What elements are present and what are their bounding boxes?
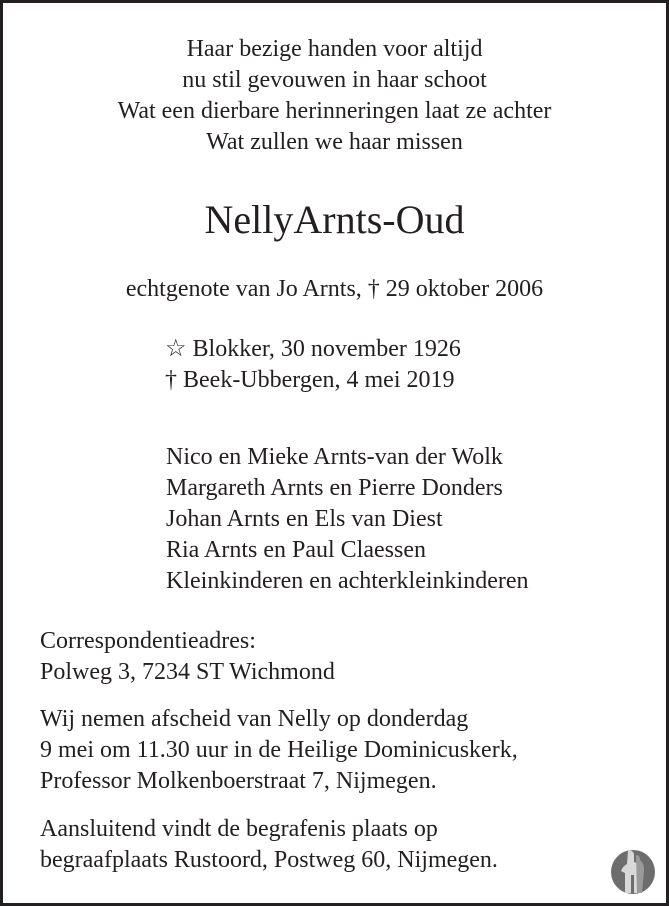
farewell-info bbox=[40, 704, 518, 797]
embracing-figures-logo-icon bbox=[608, 845, 658, 895]
correspondence-address bbox=[40, 626, 335, 688]
farewell-line: Wij nemen afscheid van Nelly op donderdag bbox=[40, 706, 469, 732]
family-member: Kleinkinderen en achterkleinkinderen bbox=[166, 568, 529, 594]
birth-line: ☆ Blokker, 30 november 1926 bbox=[165, 336, 461, 362]
correspondence-label: Correspondentieadres: bbox=[40, 628, 256, 654]
farewell-line: Professor Molkenboerstraat 7, Nijmegen. bbox=[40, 768, 437, 794]
spouse-line: echtgenote van Jo Arnts, † 29 oktober 2006 bbox=[125, 276, 544, 302]
burial-info bbox=[40, 814, 498, 876]
poem-line: Haar bezige handen voor altijd bbox=[186, 36, 483, 62]
dates bbox=[165, 334, 461, 396]
poem bbox=[3, 34, 666, 158]
family-list bbox=[166, 442, 529, 597]
death-line: † Beek-Ubbergen, 4 mei 2019 bbox=[165, 367, 455, 393]
family-member: Johan Arnts en Els van Diest bbox=[166, 506, 443, 532]
family-member: Nico en Mieke Arnts-van der Wolk bbox=[166, 444, 503, 470]
burial-line: Aansluitend vindt de begrafenis plaats op bbox=[40, 816, 438, 842]
deceased-name: NellyArnts-Oud bbox=[204, 197, 465, 242]
correspondence-value: Polweg 3, 7234 ST Wichmond bbox=[40, 659, 335, 685]
poem-line: Wat een dierbare herinneringen laat ze achter bbox=[117, 98, 552, 124]
burial-line: begraafplaats Rustoord, Postweg 60, Nijmegen. bbox=[40, 847, 498, 873]
family-member: Margareth Arnts en Pierre Donders bbox=[166, 475, 503, 501]
poem-line: nu stil gevouwen in haar schoot bbox=[182, 67, 487, 93]
farewell-line: 9 mei om 11.30 uur in de Heilige Dominicuskerk, bbox=[40, 737, 518, 763]
family-member: Ria Arnts en Paul Claessen bbox=[166, 537, 426, 563]
poem-line: Wat zullen we haar missen bbox=[206, 129, 463, 155]
